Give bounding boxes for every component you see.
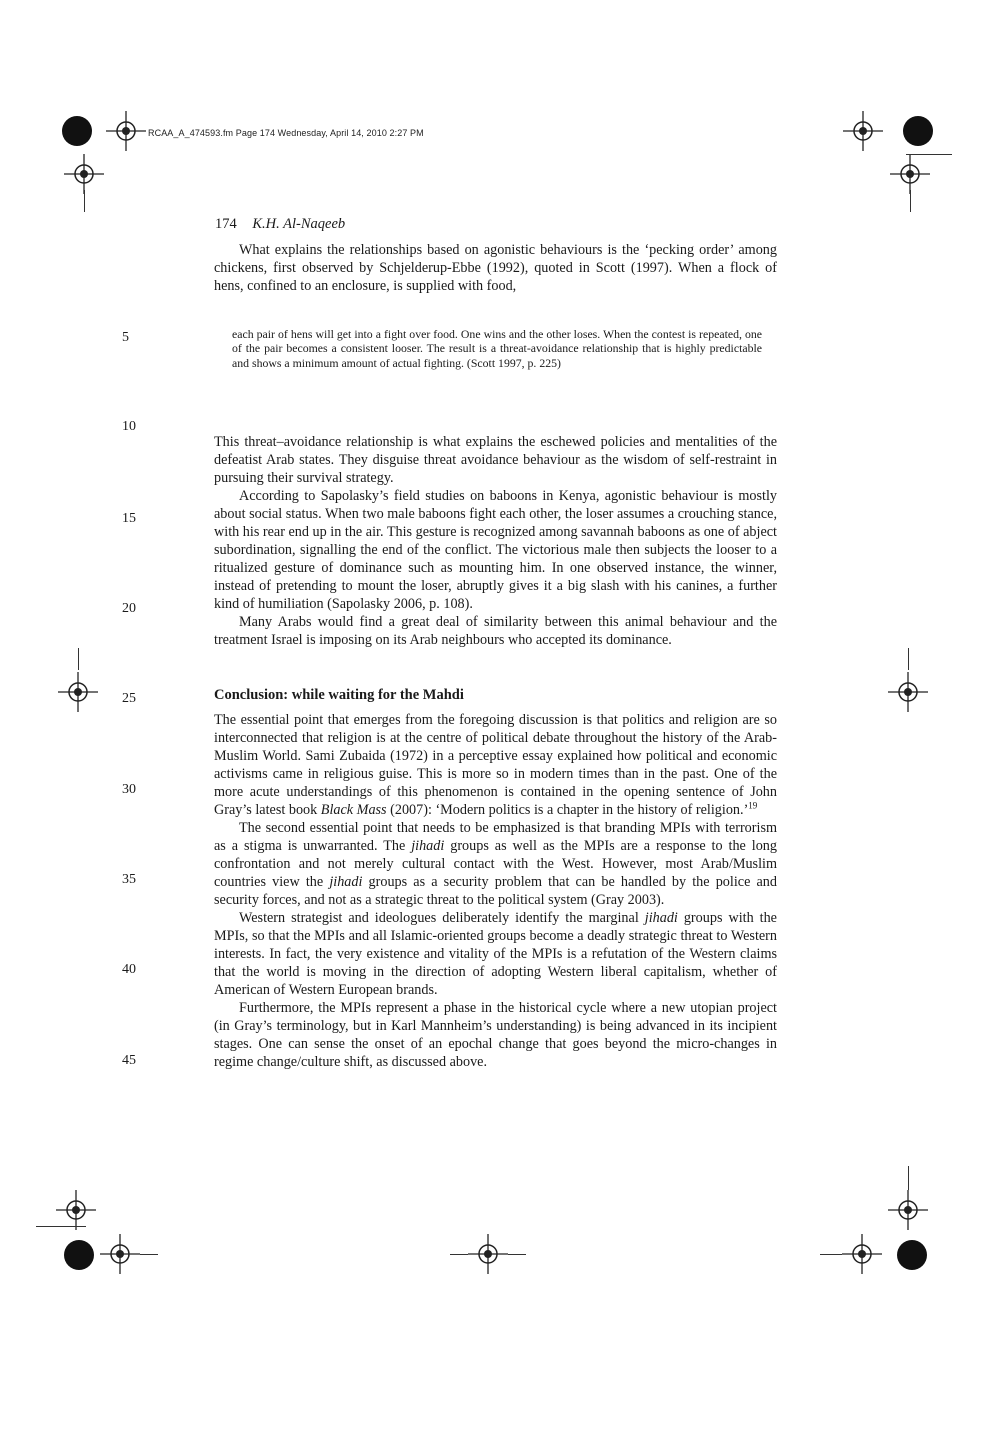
italic-term: jihadi — [644, 910, 678, 926]
registration-crosshair-icon — [842, 1234, 882, 1274]
section-heading: Conclusion: while waiting for the Mahdi — [214, 687, 464, 703]
paragraph-text: What explains the relationships based on agonistic behaviours is the ‘pecking order’ among chickens, first observed by Schjelderup-Ebbe (1992), quoted in Scott (1997). When a flock of hens, confined to an enclosure, is supplied with food, — [214, 242, 777, 294]
text-run: The essential point that emerges from the foregoing discussion is that politics and religion are so interconnected that religion is at the centre of political debate throughout the history of the Arab-Muslim World. Sami Zubaida (1972) in a perceptive essay explained how political and economic activisms came in religious guise. This is more so in modern times than in the past. One of the more acute understandings of this phenomenon is contained in the opening sentence of John Gray’s latest book — [214, 712, 777, 818]
paragraph-furthermore: Furthermore, the MPIs represent a phase in the historical cycle where a new utopian project (in Gray’s terminology, but in Karl Mannheim’s understanding) is being advanced in its incipient stages. One can sense the onset of an epochal change that goes beyond the micro-changes in regime change/culture shift, as discussed above. — [214, 1000, 777, 1070]
registration-blot — [62, 116, 92, 146]
crop-line — [908, 1166, 909, 1190]
crop-line — [36, 1226, 86, 1227]
crop-line — [450, 1254, 468, 1255]
line-number: 10 — [122, 419, 136, 434]
registration-crosshair-icon — [100, 1234, 140, 1274]
text-run: The second essential point that needs to be emphasized is that branding MPIs with terrorism as a stigma is unwarranted. The — [214, 820, 777, 854]
file-slug: RCAA_A_474593.fm Page 174 Wednesday, April 14, 2010 2:27 PM — [148, 128, 424, 138]
paragraph-pecking-order — [214, 241, 777, 295]
paragraph-similarity: Many Arabs would find a great deal of similarity between this animal behaviour and the treatment Israel is imposing on its Arab neighbours who accepted its dominance. — [214, 614, 777, 648]
registration-blot — [903, 116, 933, 146]
line-number: 20 — [122, 601, 136, 616]
registration-crosshair-icon — [843, 111, 883, 151]
page-number: 174 — [215, 216, 237, 232]
paragraph-essential-point — [214, 711, 777, 819]
running-head-author: K.H. Al-Naqeeb — [252, 216, 346, 232]
crop-line — [910, 190, 911, 212]
book-title: Black Mass — [320, 802, 387, 818]
section-threat-avoidance — [214, 433, 777, 649]
text-run: groups as well as the MPIs are a response to the long confrontation and not merely cultural contact with the West. However, most Arab/Muslim countries view the — [214, 838, 777, 890]
registration-crosshair-icon — [64, 154, 104, 194]
paragraph-baboons: According to Sapolasky’s field studies on baboons in Kenya, agonistic behaviour is mostly about social status. When two male baboons fight each other, the loser assumes a crouching stance, with his rear end up in the air. This gesture is recognized among savannah baboons as one of abject subordination, signalling the end of the conflict. The victorious male then subjects the looser to a ritualized gesture of dominance such as mounting him. In one observed instance, the winner, instead of pretending to mount the loser, abruptly gives it a big slash with his canines, a further kind of humiliation (Sapolasky 2006, p. 108). — [214, 488, 777, 612]
section-conclusion — [214, 711, 777, 1071]
text-run: Western strategist and ideologues deliberately identify the marginal — [239, 910, 645, 926]
registration-crosshair-icon — [890, 154, 930, 194]
text-run: groups as a security problem that can be handled by the police and security forces, and not as a strategic threat to the political system (Gray 2003). — [214, 874, 777, 908]
crop-line — [84, 190, 85, 212]
registration-crosshair-icon — [106, 111, 146, 151]
block-quote: each pair of hens will get into a fight over food. One wins and the other loses. When the contest is repeated, one of the pair becomes a consistent looser. The result is a threat-avoidance relationship that is highly predictable and shows a minimum amount of actual fighting. (Scott 1997, p. 225) — [232, 327, 762, 370]
registration-blot — [897, 1240, 927, 1270]
running-head — [215, 216, 345, 233]
crop-line — [140, 1254, 158, 1255]
crop-line — [78, 648, 79, 670]
italic-term: jihadi — [411, 838, 445, 854]
paragraph-western-strategist — [214, 909, 777, 999]
crop-line — [906, 154, 952, 155]
crop-line — [908, 648, 909, 670]
line-number: 30 — [122, 782, 136, 797]
registration-crosshair-icon — [888, 672, 928, 712]
line-number: 40 — [122, 962, 136, 977]
line-number: 35 — [122, 872, 136, 887]
text-run: groups with the MPIs, so that the MPIs and all Islamic-oriented groups become a deadly strategic threat to Western interests. In fact, the very existence and vitality of the MPIs is a refutation of the Western claims that the world is moving in the direction of adopting Western liberal capitalism, whether of American of Western European brands. — [214, 910, 777, 998]
registration-crosshair-icon — [58, 672, 98, 712]
paragraph-threat-avoidance: This threat–avoidance relationship is what explains the eschewed policies and mentalities of the defeatist Arab states. They disguise threat avoidance behaviour as the wisdom of self-restraint in pursuing their survival strategy. — [214, 434, 777, 486]
crop-line — [820, 1254, 842, 1255]
crop-line — [508, 1254, 526, 1255]
registration-blot — [64, 1240, 94, 1270]
registration-crosshair-icon — [56, 1190, 96, 1230]
registration-crosshair-icon — [888, 1190, 928, 1230]
footnote-ref: 19 — [748, 800, 758, 811]
italic-term: jihadi — [329, 874, 363, 890]
paragraph-second-point — [214, 819, 777, 909]
text-run: (2007): ‘Modern politics is a chapter in the history of religion.’ — [386, 802, 749, 818]
line-number: 45 — [122, 1053, 136, 1068]
line-number: 5 — [122, 330, 129, 345]
registration-crosshair-icon — [468, 1234, 508, 1274]
line-number: 15 — [122, 511, 136, 526]
line-number: 25 — [122, 691, 136, 706]
